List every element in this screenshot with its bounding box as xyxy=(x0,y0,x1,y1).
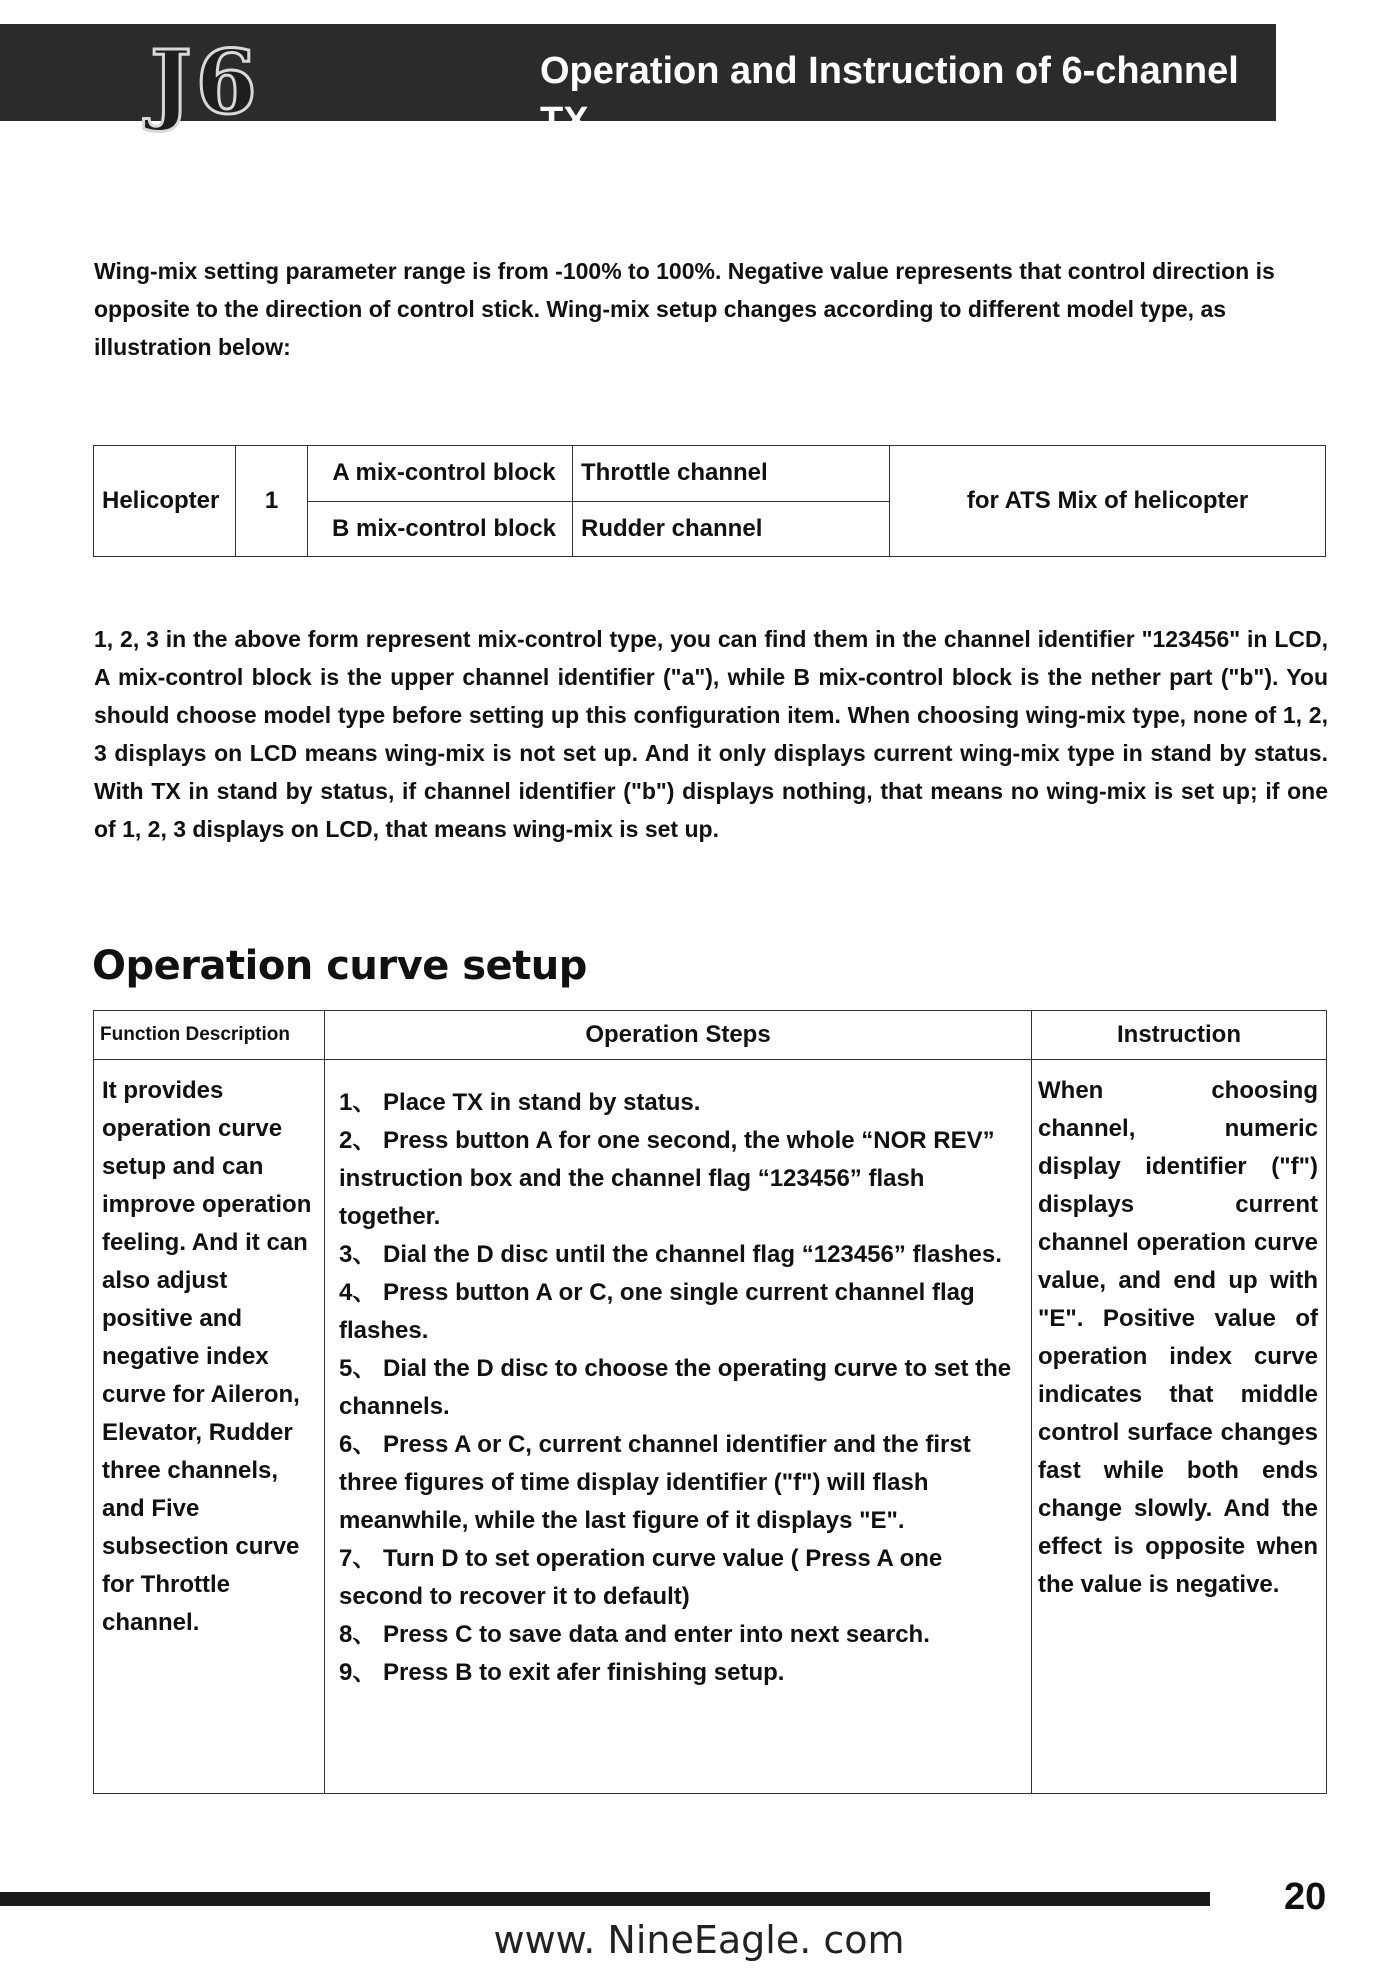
step-item: 8、 Press C to save data and enter into next search. xyxy=(339,1621,930,1648)
explanation-paragraph: 1, 2, 3 in the above form represent mix-control type, you can find them in the channel identifier "123456" in LCD, A mix-control block is the upper channel identifier ("a"), while B mix-control block is the nether part ("b"). You should choose model type before setting up this configuration item. When choosing wing-mix type, none of 1, 2, 3 displays on LCD means wing-mix is not set up. And it only displays current wing-mix type in stand by status. With TX in stand by status, if channel identifier ("b") displays nothing, that means no wing-mix is set up; if one of 1, 2, 3 displays on LCD, that means wing-mix is set up. xyxy=(94,626,1328,842)
header-function: Function Description xyxy=(94,1011,325,1060)
instruction-text: When choosing channel, numeric display identifier ("f") displays current channel operation curve value, and end up with "E". Positive value of operation index curve indicates that middle control surface changes fast while both ends change slowly. And the effect is opposite when the value is negative. xyxy=(1032,1060,1327,1794)
header-instruction: Instruction xyxy=(1032,1011,1327,1060)
step-item: 9、 Press B to exit afer finishing setup. xyxy=(339,1659,785,1686)
step-item: 3、 Dial the D disc until the channel flag “123456” flashes. xyxy=(339,1241,1002,1268)
step-item: 7、 Turn D to set operation curve value ( Press A one second to recover it to default) xyxy=(339,1545,943,1610)
intro-paragraph: Wing-mix setting parameter range is from -100% to 100%. Negative value represents that control direction is opposite to the direction of control stick. Wing-mix setup changes according to different model type, as illustration below: xyxy=(94,258,1275,360)
operation-table xyxy=(93,1010,1327,1794)
step-item: 4、 Press button A or C, one single current channel flag flashes. xyxy=(339,1279,975,1344)
mix-table xyxy=(93,445,1326,557)
a-block-cell: A mix-control block xyxy=(308,446,573,502)
model-cell: Helicopter xyxy=(94,446,236,557)
a-channel-cell: Throttle channel xyxy=(573,446,890,502)
step-item: 5、 Dial the D disc to choose the operating curve to set the channels. xyxy=(339,1355,1012,1420)
step-item: 6、 Press A or C, current channel identifier and the first three figures of time display identifier ("f") will flash meanwhile, while the last figure of it displays "E". xyxy=(339,1431,971,1534)
section-heading: Operation curve setup xyxy=(92,943,587,989)
j6-logo: J6 xyxy=(150,30,261,134)
mix-note-cell: for ATS Mix of helicopter xyxy=(890,446,1326,557)
b-block-cell: B mix-control block xyxy=(308,501,573,557)
footer-bar xyxy=(0,1892,1210,1906)
step-item: 1、 Place TX in stand by status. xyxy=(339,1089,701,1116)
website-url: www. NineEagle. com xyxy=(493,1918,905,1962)
page-number: 20 xyxy=(1284,1876,1327,1918)
function-description: It provides operation curve setup and can improve operation feeling. And it can also adjust positive and negative index curve for Aileron, Elevator, Rudder three channels, and Five subsection curve for Throttle channel. xyxy=(94,1060,325,1794)
header-bar xyxy=(0,24,1276,142)
b-channel-cell: Rudder channel xyxy=(573,501,890,557)
type-number-cell: 1 xyxy=(236,446,308,557)
operation-steps xyxy=(325,1060,1032,1794)
step-item: 2、 Press button A for one second, the whole “NOR REV” instruction box and the channel flag “123456” flash together. xyxy=(339,1127,995,1230)
header-steps: Operation Steps xyxy=(325,1011,1032,1060)
header-title: Operation and Instruction of 6-channel TX xyxy=(540,50,1239,142)
